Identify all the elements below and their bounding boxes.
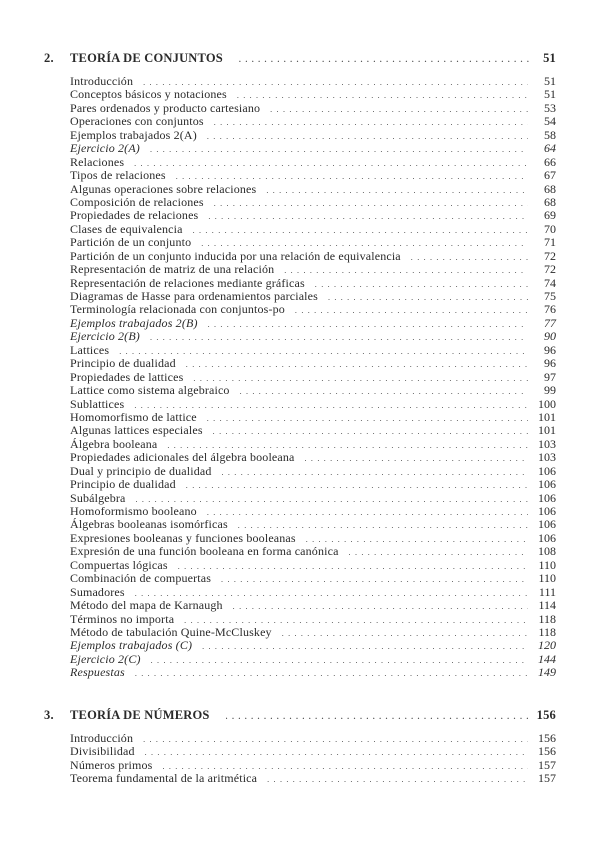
toc-entry[interactable] <box>70 492 556 505</box>
dot-leader <box>237 89 528 102</box>
toc-entry[interactable] <box>70 371 556 384</box>
chapter-title: TEORÍA DE NÚMEROS <box>70 708 210 722</box>
toc-entry-page-number: 64 <box>544 141 556 156</box>
toc-entry-label: Relaciones <box>70 154 125 169</box>
dot-leader <box>349 546 528 559</box>
toc-entry-page-number: 110 <box>538 557 556 572</box>
toc-entry-label: Combinación de compuertas <box>70 571 212 586</box>
toc-entry-label: Operaciones con conjuntos <box>70 114 204 129</box>
toc-entry[interactable] <box>70 209 556 222</box>
toc-entry-label: Ejercicio 2(C) <box>70 651 141 666</box>
toc-entry-page-number: 75 <box>544 289 556 303</box>
toc-entry-page-number: 156 <box>538 744 556 759</box>
toc-entry-page-number: 100 <box>538 396 556 411</box>
dot-leader <box>214 116 528 129</box>
toc-entry[interactable] <box>70 303 556 316</box>
toc-entry-page-number: 69 <box>544 208 556 223</box>
dot-leader <box>233 600 528 613</box>
toc-entry-page-number: 106 <box>538 477 556 492</box>
toc-entry[interactable] <box>70 518 556 531</box>
toc-entry-label: Sublattices <box>70 396 125 411</box>
toc-entry[interactable] <box>70 169 556 182</box>
toc-entry-page-number: 66 <box>544 154 556 169</box>
toc-entry-page-number: 72 <box>544 248 556 263</box>
toc-entry-label: Partición de un conjunto <box>70 235 192 250</box>
toc-entry-label: Divisibilidad <box>70 744 135 759</box>
toc-entry[interactable] <box>70 129 556 142</box>
chapter-number: 2. <box>44 51 54 65</box>
toc-entry-label: Lattices <box>70 342 110 357</box>
chapter-heading[interactable] <box>44 51 556 71</box>
toc-entry-label: Ejemplos trabajados (C) <box>70 638 193 653</box>
toc-entry-label: Ejemplos trabajados 2(B) <box>70 315 198 330</box>
toc-entry[interactable] <box>70 759 556 772</box>
dot-leader <box>240 385 528 398</box>
toc-entry-label: Ejercicio 2(B) <box>70 329 140 344</box>
dot-leader <box>150 331 528 344</box>
toc-entry-label: Subálgebra <box>70 490 126 505</box>
dot-leader <box>226 712 529 721</box>
toc-entry-label: Método de tabulación Quine-McCluskey <box>70 624 272 639</box>
toc-entry[interactable] <box>70 196 556 209</box>
dot-leader <box>119 345 528 358</box>
toc-entry-label: Expresiones booleanas y funciones booleanas <box>70 530 296 545</box>
toc-entry-page-number: 68 <box>544 194 556 209</box>
toc-entry-label: Pares ordenados y producto cartesiano <box>70 100 261 115</box>
toc-entry-label: Principio de dualidad <box>70 477 176 492</box>
toc-entry-label: Partición de un conjunto inducida por una relación de equivalencia <box>70 248 401 263</box>
toc-entry-page-number: 118 <box>538 611 556 626</box>
dot-leader <box>135 667 528 680</box>
toc-entry[interactable] <box>70 532 556 545</box>
dot-leader <box>295 304 528 317</box>
toc-entry[interactable] <box>70 586 556 599</box>
chapter-heading[interactable] <box>44 708 556 728</box>
toc-entry-page-number: 101 <box>538 409 556 424</box>
dot-leader <box>178 560 528 573</box>
toc-entry-label: Representación de relaciones mediante gráficas <box>70 275 305 290</box>
toc-entry[interactable] <box>70 599 556 612</box>
toc-entry-page-number: 58 <box>544 127 556 142</box>
toc-entry-page-number: 99 <box>544 383 556 398</box>
dot-leader <box>284 264 528 277</box>
toc-entry-label: Homomorfismo de lattice <box>70 409 197 424</box>
dot-leader <box>305 452 528 465</box>
dot-leader <box>411 251 528 264</box>
toc-entry-label: Propiedades adicionales del álgebra booleana <box>70 450 295 465</box>
toc-entry[interactable] <box>70 102 556 115</box>
toc-entry-label: Números primos <box>70 757 153 772</box>
toc-entry-page-number: 114 <box>538 598 556 613</box>
dot-leader <box>222 466 529 479</box>
dot-leader <box>151 654 528 667</box>
toc-entry-page-number: 90 <box>544 329 556 344</box>
toc-entry[interactable] <box>70 559 556 572</box>
toc-entry-label: Ejemplos trabajados 2(A) <box>70 127 197 142</box>
toc-entry-label: Principio de dualidad <box>70 356 176 371</box>
toc-entry-label: Algunas operaciones sobre relaciones <box>70 181 257 196</box>
toc-entry[interactable] <box>70 438 556 451</box>
dot-leader <box>207 412 528 425</box>
dot-leader <box>214 197 528 210</box>
toc-entry[interactable] <box>70 183 556 196</box>
toc-entry-label: Propiedades de relaciones <box>70 208 199 223</box>
dot-leader <box>186 479 528 492</box>
toc-entry-page-number: 68 <box>544 181 556 196</box>
toc-entry-label: Terminología relacionada con conjuntos-po <box>70 302 285 317</box>
toc-entry-label: Método del mapa de Karnaugh <box>70 598 223 613</box>
toc-entry-page-number: 120 <box>538 638 556 653</box>
dot-leader <box>267 773 528 786</box>
toc-entry-label: Tipos de relaciones <box>70 168 166 183</box>
toc-entry-page-number: 111 <box>538 584 556 599</box>
toc-entry[interactable] <box>70 398 556 411</box>
toc-entry[interactable] <box>70 142 556 155</box>
toc-entry-list <box>44 75 556 680</box>
toc-entry-page-number: 74 <box>544 275 556 290</box>
toc-entry[interactable] <box>70 277 556 290</box>
toc-entry-page-number: 51 <box>544 74 556 88</box>
toc-entry[interactable] <box>70 115 556 128</box>
toc-entry-page-number: 54 <box>544 114 556 129</box>
toc-entry-page-number: 51 <box>544 87 556 102</box>
toc-entry-label: Teorema fundamental de la aritmética <box>70 771 258 786</box>
toc-entry-page-number: 118 <box>538 624 556 639</box>
dot-leader <box>150 143 528 156</box>
toc-entry[interactable] <box>70 545 556 558</box>
toc-entry[interactable] <box>70 290 556 303</box>
toc-entry-label: Respuestas <box>70 665 125 680</box>
dot-leader <box>134 157 528 170</box>
toc-entry-page-number: 96 <box>544 342 556 357</box>
toc-entry[interactable] <box>70 465 556 478</box>
toc-entry-page-number: 106 <box>538 490 556 505</box>
toc-entry[interactable] <box>70 626 556 639</box>
toc-entry-page-number: 71 <box>544 235 556 250</box>
dot-leader <box>193 372 528 385</box>
toc-entry-label: Introducción <box>70 731 134 745</box>
chapter-title: TEORÍA DE CONJUNTOS <box>70 51 223 65</box>
toc-entry-page-number: 106 <box>538 504 556 518</box>
toc-entry[interactable] <box>70 263 556 276</box>
dot-leader <box>208 210 528 223</box>
toc-entry-page-number: 53 <box>544 100 556 115</box>
toc-entry-label: Términos no importa <box>70 611 175 626</box>
toc-entry[interactable] <box>70 384 556 397</box>
dot-leader <box>266 184 528 197</box>
toc-entry[interactable] <box>70 317 556 330</box>
toc-entry-label: Introducción <box>70 74 134 88</box>
toc-entry-page-number: 110 <box>538 571 556 586</box>
toc-entry-page-number: 72 <box>544 262 556 277</box>
dot-leader <box>221 573 528 586</box>
toc-entry[interactable] <box>70 344 556 357</box>
dot-leader <box>207 506 528 519</box>
toc-entry[interactable] <box>70 88 556 101</box>
toc-entry-label: Clases de equivalencia <box>70 221 183 236</box>
toc-entry[interactable] <box>70 772 556 785</box>
dot-leader <box>186 358 528 371</box>
toc-entry-label: Diagramas de Hasse para ordenamientos parciales <box>70 289 318 303</box>
toc-entry-label: Ejercicio 2(A) <box>70 141 140 156</box>
toc-entry[interactable] <box>70 330 556 343</box>
dot-leader <box>145 746 528 759</box>
toc-entry-page-number: 157 <box>538 757 556 772</box>
toc-entry-label: Dual y principio de dualidad <box>70 463 212 478</box>
dot-leader <box>202 640 528 653</box>
dot-leader <box>143 733 528 746</box>
toc-entry-page-number: 144 <box>538 651 556 666</box>
toc-entry[interactable] <box>70 236 556 249</box>
toc-entry[interactable] <box>70 451 556 464</box>
chapter-section <box>44 51 556 680</box>
toc-entry[interactable] <box>70 424 556 437</box>
toc-entry-page-number: 106 <box>538 517 556 532</box>
toc-entry-page-number: 67 <box>544 168 556 183</box>
toc-entry-page-number: 97 <box>544 369 556 384</box>
dot-leader <box>213 425 528 438</box>
chapter-section <box>44 708 556 786</box>
toc-entry[interactable] <box>70 572 556 585</box>
toc-entry-page-number: 149 <box>538 665 556 680</box>
toc-entry-label: Conceptos básicos y notaciones <box>70 87 227 102</box>
toc-entry-label: Propiedades de lattices <box>70 369 184 384</box>
toc-entry-page-number: 103 <box>538 436 556 451</box>
toc-entry[interactable] <box>70 745 556 758</box>
dot-leader <box>270 103 528 116</box>
chapter-page-number: 51 <box>543 51 556 65</box>
toc-entry-page-number: 106 <box>538 530 556 545</box>
toc-entry-page-number: 108 <box>538 544 556 559</box>
toc-entry-label: Composición de relaciones <box>70 194 204 209</box>
toc-entry[interactable] <box>70 732 556 745</box>
toc-entry-label: Expresión de una función booleana en forma canónica <box>70 544 339 559</box>
dot-leader <box>306 533 528 546</box>
toc-entry-page-number: 101 <box>538 423 556 438</box>
toc-entry-list <box>44 732 556 786</box>
toc-entry-page-number: 157 <box>538 771 556 786</box>
toc-entry[interactable] <box>70 478 556 491</box>
toc-entry-label: Representación de matriz de una relación <box>70 262 275 277</box>
dot-leader <box>328 291 528 304</box>
toc-entry[interactable] <box>70 75 556 88</box>
toc-entry[interactable] <box>70 250 556 263</box>
toc-entry-label: Algunas lattices especiales <box>70 423 203 438</box>
dot-leader <box>315 278 528 291</box>
toc-entry-page-number: 156 <box>538 731 556 745</box>
dot-leader <box>207 130 528 143</box>
dot-leader <box>239 55 532 64</box>
toc-entry-page-number: 106 <box>538 463 556 478</box>
toc-entry[interactable] <box>70 666 556 679</box>
toc-entry-page-number: 76 <box>544 302 556 317</box>
toc-entry[interactable] <box>70 411 556 424</box>
toc-entry-page-number: 77 <box>544 315 556 330</box>
toc-entry[interactable] <box>70 639 556 652</box>
dot-leader <box>193 224 528 237</box>
toc-entry[interactable] <box>70 613 556 626</box>
toc-entry-label: Compuertas lógicas <box>70 557 168 572</box>
toc-entry-label: Álgebras booleanas isomórficas <box>70 517 228 532</box>
toc-entry-page-number: 96 <box>544 356 556 371</box>
toc-entry[interactable] <box>70 653 556 666</box>
toc-entry-label: Lattice como sistema algebraico <box>70 383 230 398</box>
chapter-page-number: 156 <box>536 708 556 722</box>
toc-entry[interactable] <box>70 156 556 169</box>
toc-entry-label: Álgebra booleana <box>70 436 158 451</box>
toc-entry-page-number: 70 <box>544 221 556 236</box>
toc-entry[interactable] <box>70 505 556 518</box>
toc-entry[interactable] <box>70 357 556 370</box>
toc-entry-label: Sumadores <box>70 584 125 599</box>
dot-leader <box>208 318 528 331</box>
toc-entry-page-number: 103 <box>538 450 556 465</box>
dot-leader <box>282 627 528 640</box>
toc-entry[interactable] <box>70 223 556 236</box>
chapter-number: 3. <box>44 708 54 722</box>
toc-entry-label: Homoformismo booleano <box>70 504 197 518</box>
